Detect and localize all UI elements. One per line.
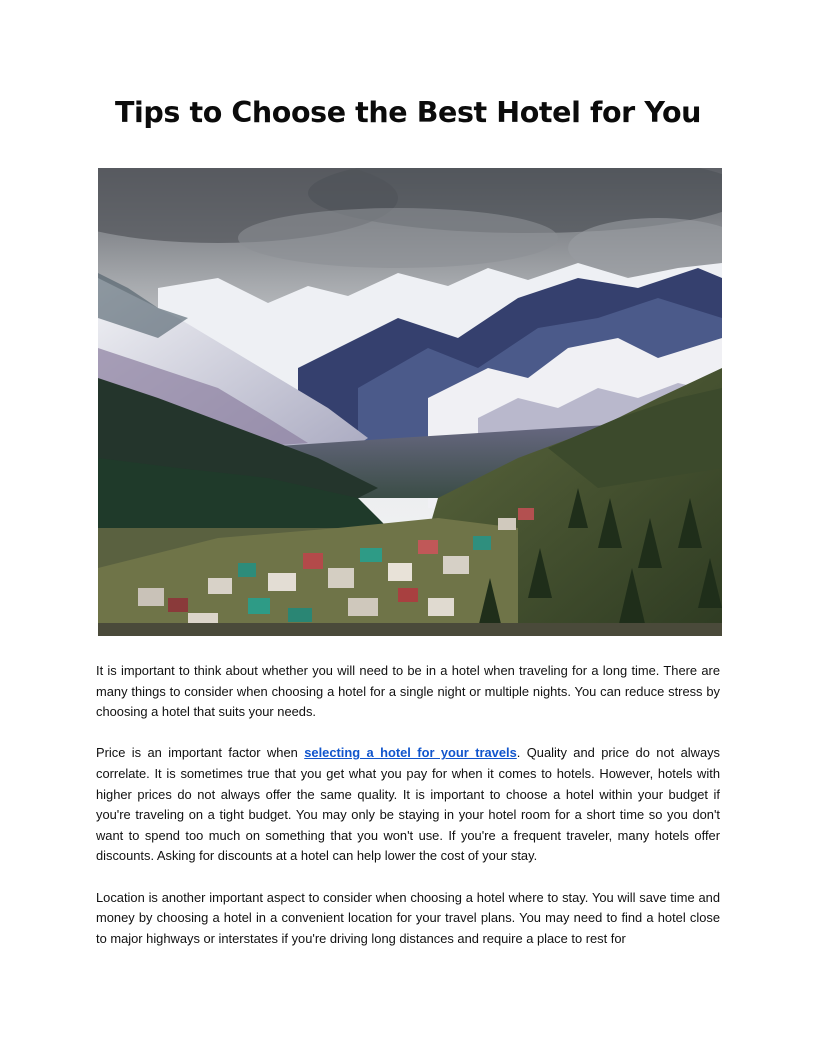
article-body: [96, 661, 720, 970]
photo-illustration: [98, 168, 722, 636]
paragraph-price-lead: Price is an important factor when: [96, 745, 305, 761]
paragraph-intro: It is important to think about whether you will need to be in a hotel when traveling for a long time. There are many things to consider when choosing a hotel for a single night or multiple nights. You can reduce stress by choosing a hotel that suits your needs.: [96, 663, 720, 720]
paragraph-location: Location is another important aspect to consider when choosing a hotel where to stay. You will save time and money by choosing a hotel in a convenient location for your travel plans. You may need to find a hotel close to major highways or interstates if you're driving long distances and require a place to rest for: [96, 889, 720, 946]
paragraph-price: [96, 743, 720, 867]
paragraph-price-rest: . Quality and price do not always correlate. It is sometimes true that you get what you pay for when it comes to hotels. However, hotels with higher prices do not always offer the same quality. It is important to choose a hotel within your budget if you're traveling on a tight budget. You may only be staying in your hotel room for a short time so you don't want to spend too much on something that you won't use. If you're a frequent traveler, many hotels offer discounts. Asking for discounts at a hotel can help lower the cost of your stay.: [96, 745, 721, 864]
page-title: Tips to Choose the Best Hotel for You: [114, 96, 702, 129]
mountain-valley-photo: [98, 168, 722, 636]
hotel-travels-link[interactable]: selecting a hotel for your travels: [304, 745, 517, 761]
